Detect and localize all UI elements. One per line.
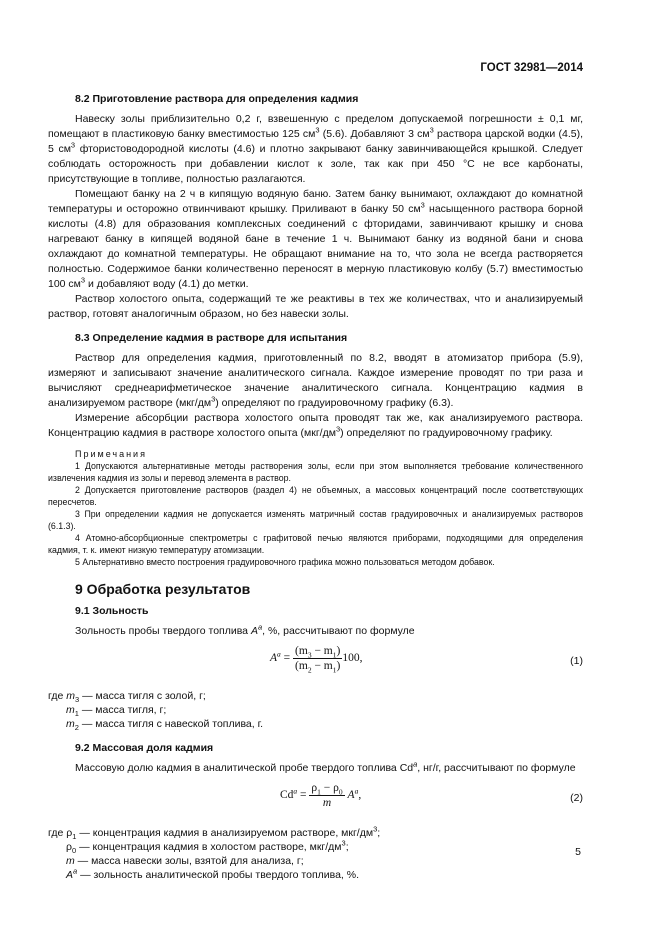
paragraph: Навеску золы приблизительно 0,2 г, взвешенную с пределом допускаемой погрешности ± 0,1 мг, помещают в пластиковую банку вместимостью 125 $см^3$ (5.6). Добавляют 3 $см^3$ раствора царской водки (4.5), 5 $см^3$ фтористоводородной кислоты (4.6) и плотно закрывают банку завинчивающейся крышкой. Следует соблюдать осторожность при добавлении кислот к золе, так как при 450 °С не все карбонаты, присутствующие в топливе, полностью разлагаются. bbox=[48, 113, 583, 185]
definition-row: $A^a$ — зольность аналитической пробы твердого топлива, %. bbox=[66, 866, 360, 881]
paragraph: Зольность пробы твердого топлива $A^a$, %, рассчитывают по формуле bbox=[75, 622, 415, 637]
notes-title: Примечания bbox=[75, 449, 147, 459]
paragraph: Раствор холостого опыта, содержащий те же реактивы в тех же количествах, что и анализируемый раствор, готовят аналогичным образом, но без навески золы. bbox=[48, 293, 583, 320]
standard-number: ГОСТ 32981—2014 bbox=[480, 62, 583, 74]
definition-row: где $m_3$ — масса тигля с золой, г; bbox=[48, 690, 206, 705]
formula-number: (1) bbox=[570, 655, 583, 667]
paragraph: Помещают банку на 2 ч в кипящую водяную баню. Затем банку вынимают, охлаждают до комнатной температуры и осторожно отвинчивают крышку. Приливают в банку 50 $см^3$ насыщенного раствора борной кислоты (4.8) для образования комплексных соединений с фторидами, завинчивают крышку и снова нагревают банку в кипящей водяной бане в течение 1 ч. Вынимают банку из водяной бани и снова охлаждают до комнатной температуры. Не обращают внимание на то, что зола не всегда растворяется полностью. Содержимое банки количественно переносят в мерную пластиковую колбу (5.7) вместимостью 100 $см^3$ и добавляют воду (4.1) до метки. bbox=[48, 188, 583, 290]
definition-row: m — масса навески золы, взятой для анализа, г; bbox=[66, 855, 304, 867]
formula-2: $Cd^a$ = $\frac{\rho_1 - \rho_0}{m}$ $A^a$, (2) bbox=[280, 782, 583, 809]
note-item: 1 Допускаются альтернативные методы растворения золы, если при этом выполняется требование количественного извлечения кадмия из золы и перевод элемента в раствор. bbox=[48, 461, 583, 483]
definition-row: $m_2$ — масса тигля с навеской топлива, г. bbox=[66, 718, 264, 733]
section-8-3-title: 8.3 Определение кадмия в растворе для испытания bbox=[75, 332, 348, 344]
definition-row: $m_1$ — масса тигля, г; bbox=[66, 704, 167, 719]
note-item: 5 Альтернативно вместо построения градуировочного графика можно пользоваться методом добавок. bbox=[75, 557, 495, 567]
page-content bbox=[48, 92, 583, 882]
section-9-title: 9 Обработка результатов bbox=[75, 581, 251, 597]
formula-1: $A^a$ = $\frac{(m_3 - m_1)}{(m_2 - m_1)}$ 100, (1) bbox=[270, 645, 583, 675]
definitions-2 bbox=[48, 826, 583, 882]
section-8-2-title: 8.2 Приготовление раствора для определения кадмия bbox=[75, 93, 359, 105]
paragraph: Массовую долю кадмия в аналитической пробе твердого топлива Cd$^a$, нг/г, рассчитывают по формуле bbox=[75, 759, 576, 774]
paragraph: Раствор для определения кадмия, приготовленный по 8.2, вводят в атомизатор прибора (5.9), измеряют и записывают значение аналитического сигнала. Каждое измерение проводят по три раза и вычисляют среднеарифметическое значение аналитического сигнала. Концентрацию кадмия в анализируемом растворе $(мкг/дм^3)$ определяют по градуировочному графику (6.3). bbox=[48, 352, 583, 409]
formula-number: (2) bbox=[570, 792, 583, 804]
paragraph: Измерение абсорбции раствора холостого опыта проводят так же, как анализируемого раствора. Концентрацию кадмия в растворе холостого опыта $(мкг/дм^3)$ определяют по градуировочному графику. bbox=[48, 412, 583, 439]
note-item: 4 Атомно-абсорбционные спектрометры с графитовой печью являются приборами, подходящими для определения кадмия, т. к. имеют низкую температуру атомизации. bbox=[48, 533, 583, 555]
note-item: 3 При определении кадмия не допускается изменять матричный состав градуировочных и анализируемых растворов (6.1.3). bbox=[48, 509, 583, 531]
section-9-1-title: 9.1 Зольность bbox=[75, 605, 149, 617]
definition-row: $\rho_0$ — концентрация кадмия в холостом растворе, мкг/$дм^3$; bbox=[66, 838, 349, 856]
page-number: 5 bbox=[575, 846, 581, 858]
section-9-2-title: 9.2 Массовая доля кадмия bbox=[75, 742, 214, 754]
definitions-1 bbox=[48, 689, 583, 731]
note-item: 2 Допускается приготовление растворов (раздел 4) не объемных, а массовых концентраций после соответствующих пересчетов. bbox=[48, 485, 583, 507]
definition-row: где $\rho_1$ — концентрация кадмия в анализируемом растворе, мкг/$дм^3$; bbox=[48, 824, 381, 842]
